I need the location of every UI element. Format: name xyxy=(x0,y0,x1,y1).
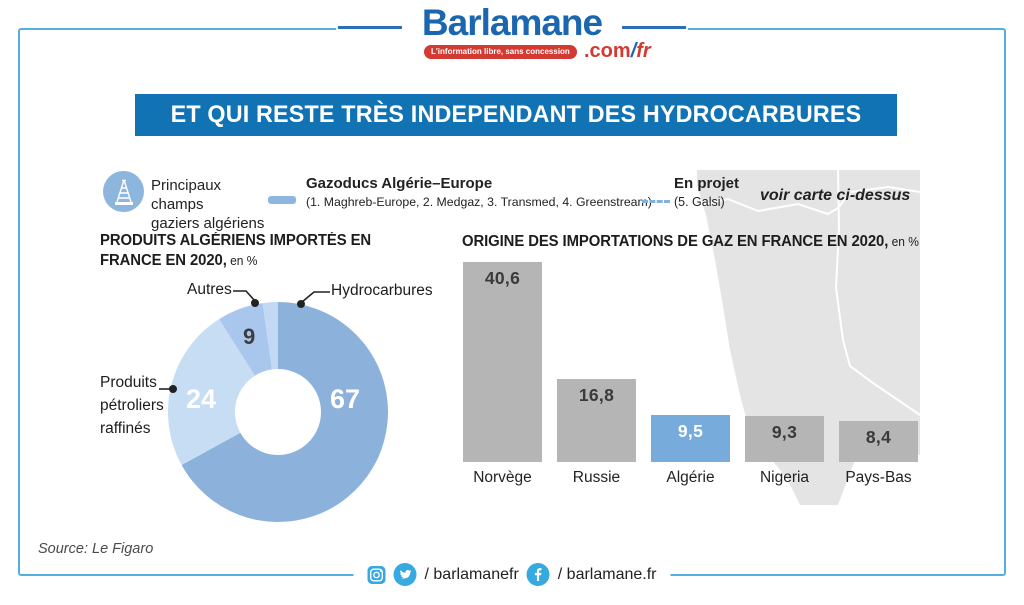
brand-tagline: L'information libre, sans concession xyxy=(424,45,577,59)
bar-column-pays-bas xyxy=(839,421,918,489)
bar-value-russie: 16,8 xyxy=(578,385,615,405)
footer-social-bar xyxy=(354,559,671,590)
bar-column-russie xyxy=(557,379,636,489)
bar-nigeria xyxy=(745,416,824,462)
facebook-handle[interactable]: / barlamane.fr xyxy=(557,565,657,583)
bar-label-norvège: Norvège xyxy=(473,469,532,486)
facebook-icon[interactable] xyxy=(527,563,550,586)
twitter-icon[interactable] xyxy=(394,563,417,586)
donut-label-hydrocarbures: Hydrocarbures xyxy=(331,282,433,299)
bar-column-algérie xyxy=(651,415,730,489)
donut-label-produits-petroliers xyxy=(100,371,170,440)
brand-wordmark: Barlamane xyxy=(421,2,603,43)
brand-domain-fr: fr xyxy=(636,40,651,62)
produits-line1: Produits xyxy=(100,374,157,391)
map-note: voir carte ci-dessus xyxy=(760,187,911,204)
bar-algérie xyxy=(651,415,730,462)
bar-pays-bas xyxy=(839,421,918,462)
bar-column-norvège xyxy=(463,262,542,489)
donut-value-produits: 24 xyxy=(186,384,217,414)
bar-chart-title-unit: en % xyxy=(888,235,919,249)
legend-pipelines-label: Gazoducs Algérie–Europe xyxy=(306,175,493,192)
legend-project xyxy=(674,175,739,209)
pipeline-line-swatch xyxy=(268,196,296,204)
project-dashed-swatch xyxy=(642,200,670,203)
brand-logo[interactable] xyxy=(336,0,688,70)
bar-chart-title xyxy=(462,233,923,251)
bar-label-russie: Russie xyxy=(572,469,621,486)
legend-project-sub: (5. Galsi) xyxy=(674,195,725,209)
legend-project-label: En projet xyxy=(674,175,740,192)
gas-field-legend-badge xyxy=(103,171,144,212)
donut-value-autres: 9 xyxy=(243,324,256,349)
headline-banner xyxy=(135,94,897,136)
donut-chart-title-text: PRODUITS ALGÉRIENS IMPORTÉS EN FRANCE EN 2020, xyxy=(100,232,372,269)
bar-norvège xyxy=(463,262,542,462)
bar-value-nigeria: 9,3 xyxy=(771,422,798,442)
bar-chart xyxy=(463,262,921,489)
instagram-icon[interactable] xyxy=(368,566,386,584)
bar-label-nigeria: Nigeria xyxy=(759,469,810,486)
twitter-handle[interactable]: / barlamanefr xyxy=(424,565,519,583)
donut-value-hydrocarbures: 67 xyxy=(330,384,361,414)
headline-text: ET QUI RESTE TRÈS INDEPENDANT DES HYDROCARBURES xyxy=(170,101,862,128)
bar-chart-title-text: ORIGINE DES IMPORTATIONS DE GAZ EN FRANCE EN 2020, xyxy=(462,233,889,250)
legend-gas-fields-line1: Principaux champs xyxy=(151,177,222,213)
bar-value-pays-bas: 8,4 xyxy=(865,427,892,447)
bar-label-pays-bas: Pays-Bas xyxy=(845,469,912,486)
donut-chart-title-unit: en % xyxy=(226,254,258,268)
bar-label-algérie: Algérie xyxy=(666,469,715,486)
produits-line2: pétroliers xyxy=(100,397,164,414)
legend-gas-fields xyxy=(151,176,271,233)
donut-chart-title xyxy=(100,231,431,271)
brand-domain xyxy=(584,40,651,63)
bar-value-algérie: 9,5 xyxy=(677,421,704,441)
legend-pipelines-sub: (1. Maghreb-Europe, 2. Medgaz, 3. Transmed, 4. Greenstream) xyxy=(306,195,652,209)
legend-gas-fields-line2: gaziers algériens xyxy=(151,215,265,232)
produits-line3: raffinés xyxy=(100,420,151,437)
legend-pipelines xyxy=(306,175,666,209)
bar-russie xyxy=(557,379,636,462)
brand-domain-com: .com xyxy=(584,40,631,62)
brand-domain-slash: / xyxy=(630,40,637,62)
derrick-icon xyxy=(111,178,137,206)
bar-value-norvège: 40,6 xyxy=(484,268,521,288)
bar-column-nigeria xyxy=(745,416,824,489)
source-credit: Source: Le Figaro xyxy=(38,541,154,557)
donut-label-autres: Autres xyxy=(187,281,232,298)
